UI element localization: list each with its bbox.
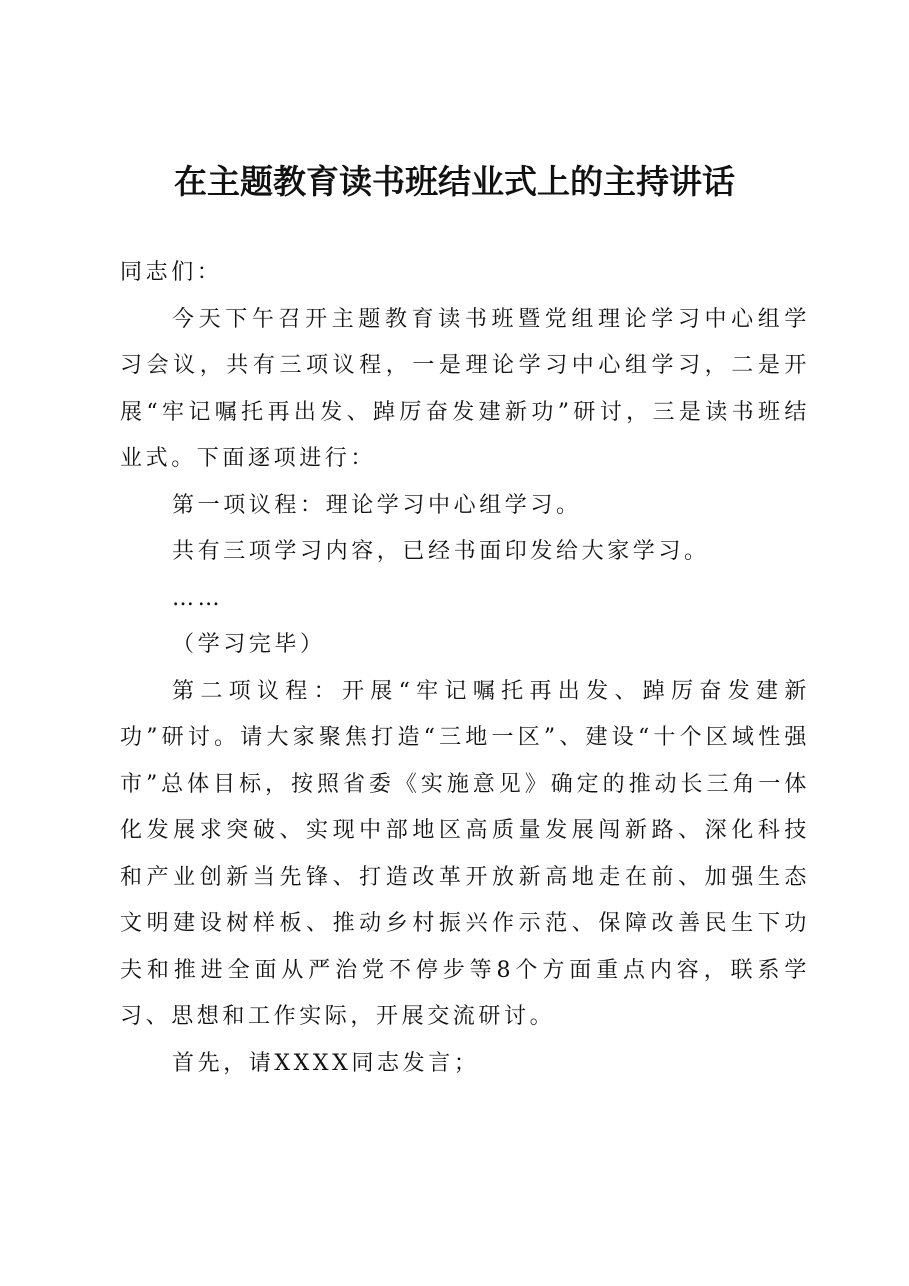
document-title: 在主题教育读书班结业式上的主持讲话 — [174, 162, 735, 201]
paragraph-study-complete: （学习完毕） — [172, 632, 326, 657]
paragraph-agenda-item-2: 第二项议程：开展“牢记嘱托再出发、踔厉奋发建新功”研讨。请大家聚焦打造“三地一区”、建设“十个区域性强市”总体目标，按照省委《实施意见》确定的推动长三角一体化发展求突破、实现中部地区高质量发展闯新路、深化科技和产业创新当先锋、打造改革开放新高地走在前、加强生态文明建设树样板、推动乡村振兴作示范、保障改善民生下功夫和推进全面从严治党不停步等8个方面重点内容，联系学习、思想和工作实际，开展交流研讨。 — [120, 678, 810, 1029]
paragraph-first-speaker: 首先，请XXXX同志发言； — [172, 1050, 480, 1076]
document-body — [120, 250, 810, 1087]
paragraph-study-content: 共有三项学习内容，已经书面印发给大家学习。 — [172, 539, 710, 564]
paragraph-agenda-item-1: 第一项议程：理论学习中心组学习。 — [172, 492, 582, 518]
paragraph-intro: 今天下午召开主题教育读书班暨党组理论学习中心组学习会议，共有三项议程，一是理论学习中心组学习，二是开展“牢记嘱托再出发、踔厉奋发建新功”研讨，三是读书班结业式。下面逐项进行： — [120, 306, 810, 471]
salutation: 同志们： — [120, 260, 223, 285]
paragraph-ellipsis: …… — [172, 585, 224, 611]
